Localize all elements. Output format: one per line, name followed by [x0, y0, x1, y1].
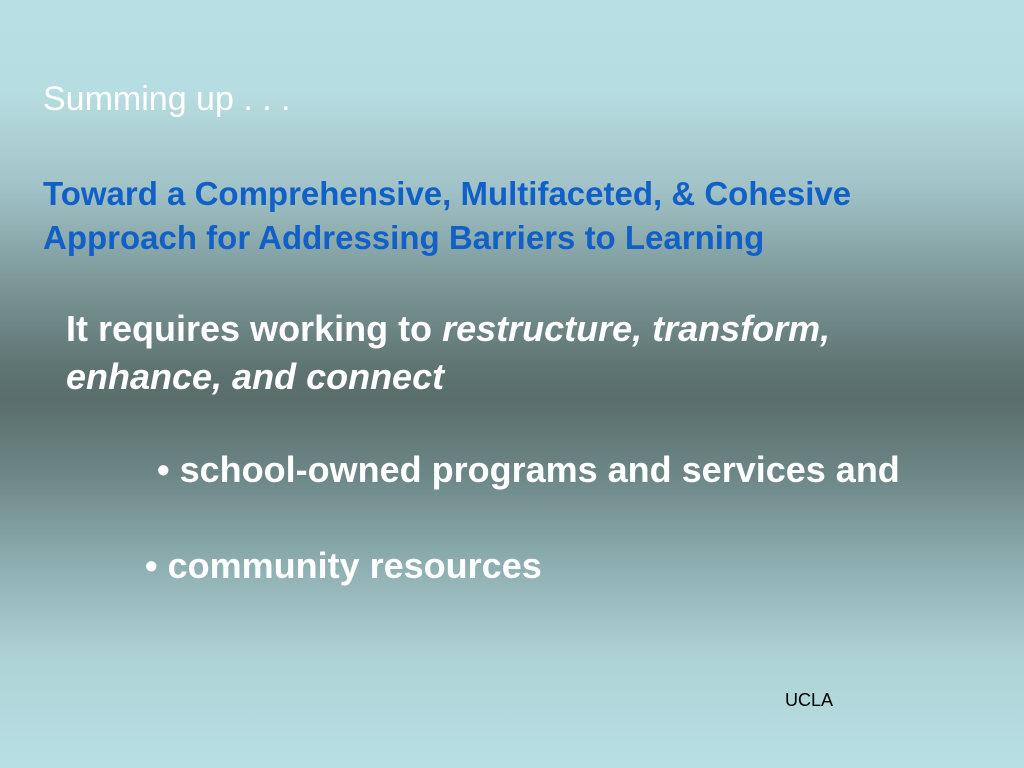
- statement: [66, 305, 986, 401]
- statement-emphasis-2: enhance, and connect: [66, 356, 445, 397]
- statement-emphasis-1: restructure, transform,: [442, 308, 831, 349]
- headline-line-2: Approach for Addressing Barriers to Learning: [43, 219, 765, 256]
- bullet-school-programs: • school-owned programs and services and: [157, 449, 900, 490]
- headline-line-1: Toward a Comprehensive, Multifaceted, & Cohesive: [43, 175, 852, 212]
- statement-line-2: [66, 353, 986, 401]
- bullet-community-resources: • community resources: [145, 545, 542, 586]
- footer-ucla: UCLA: [785, 690, 834, 710]
- slide-subtitle: Summing up . . .: [43, 80, 291, 118]
- statement-lead: It requires working to: [66, 308, 443, 349]
- slide-headline: [43, 172, 1003, 260]
- statement-line-1: [66, 305, 986, 353]
